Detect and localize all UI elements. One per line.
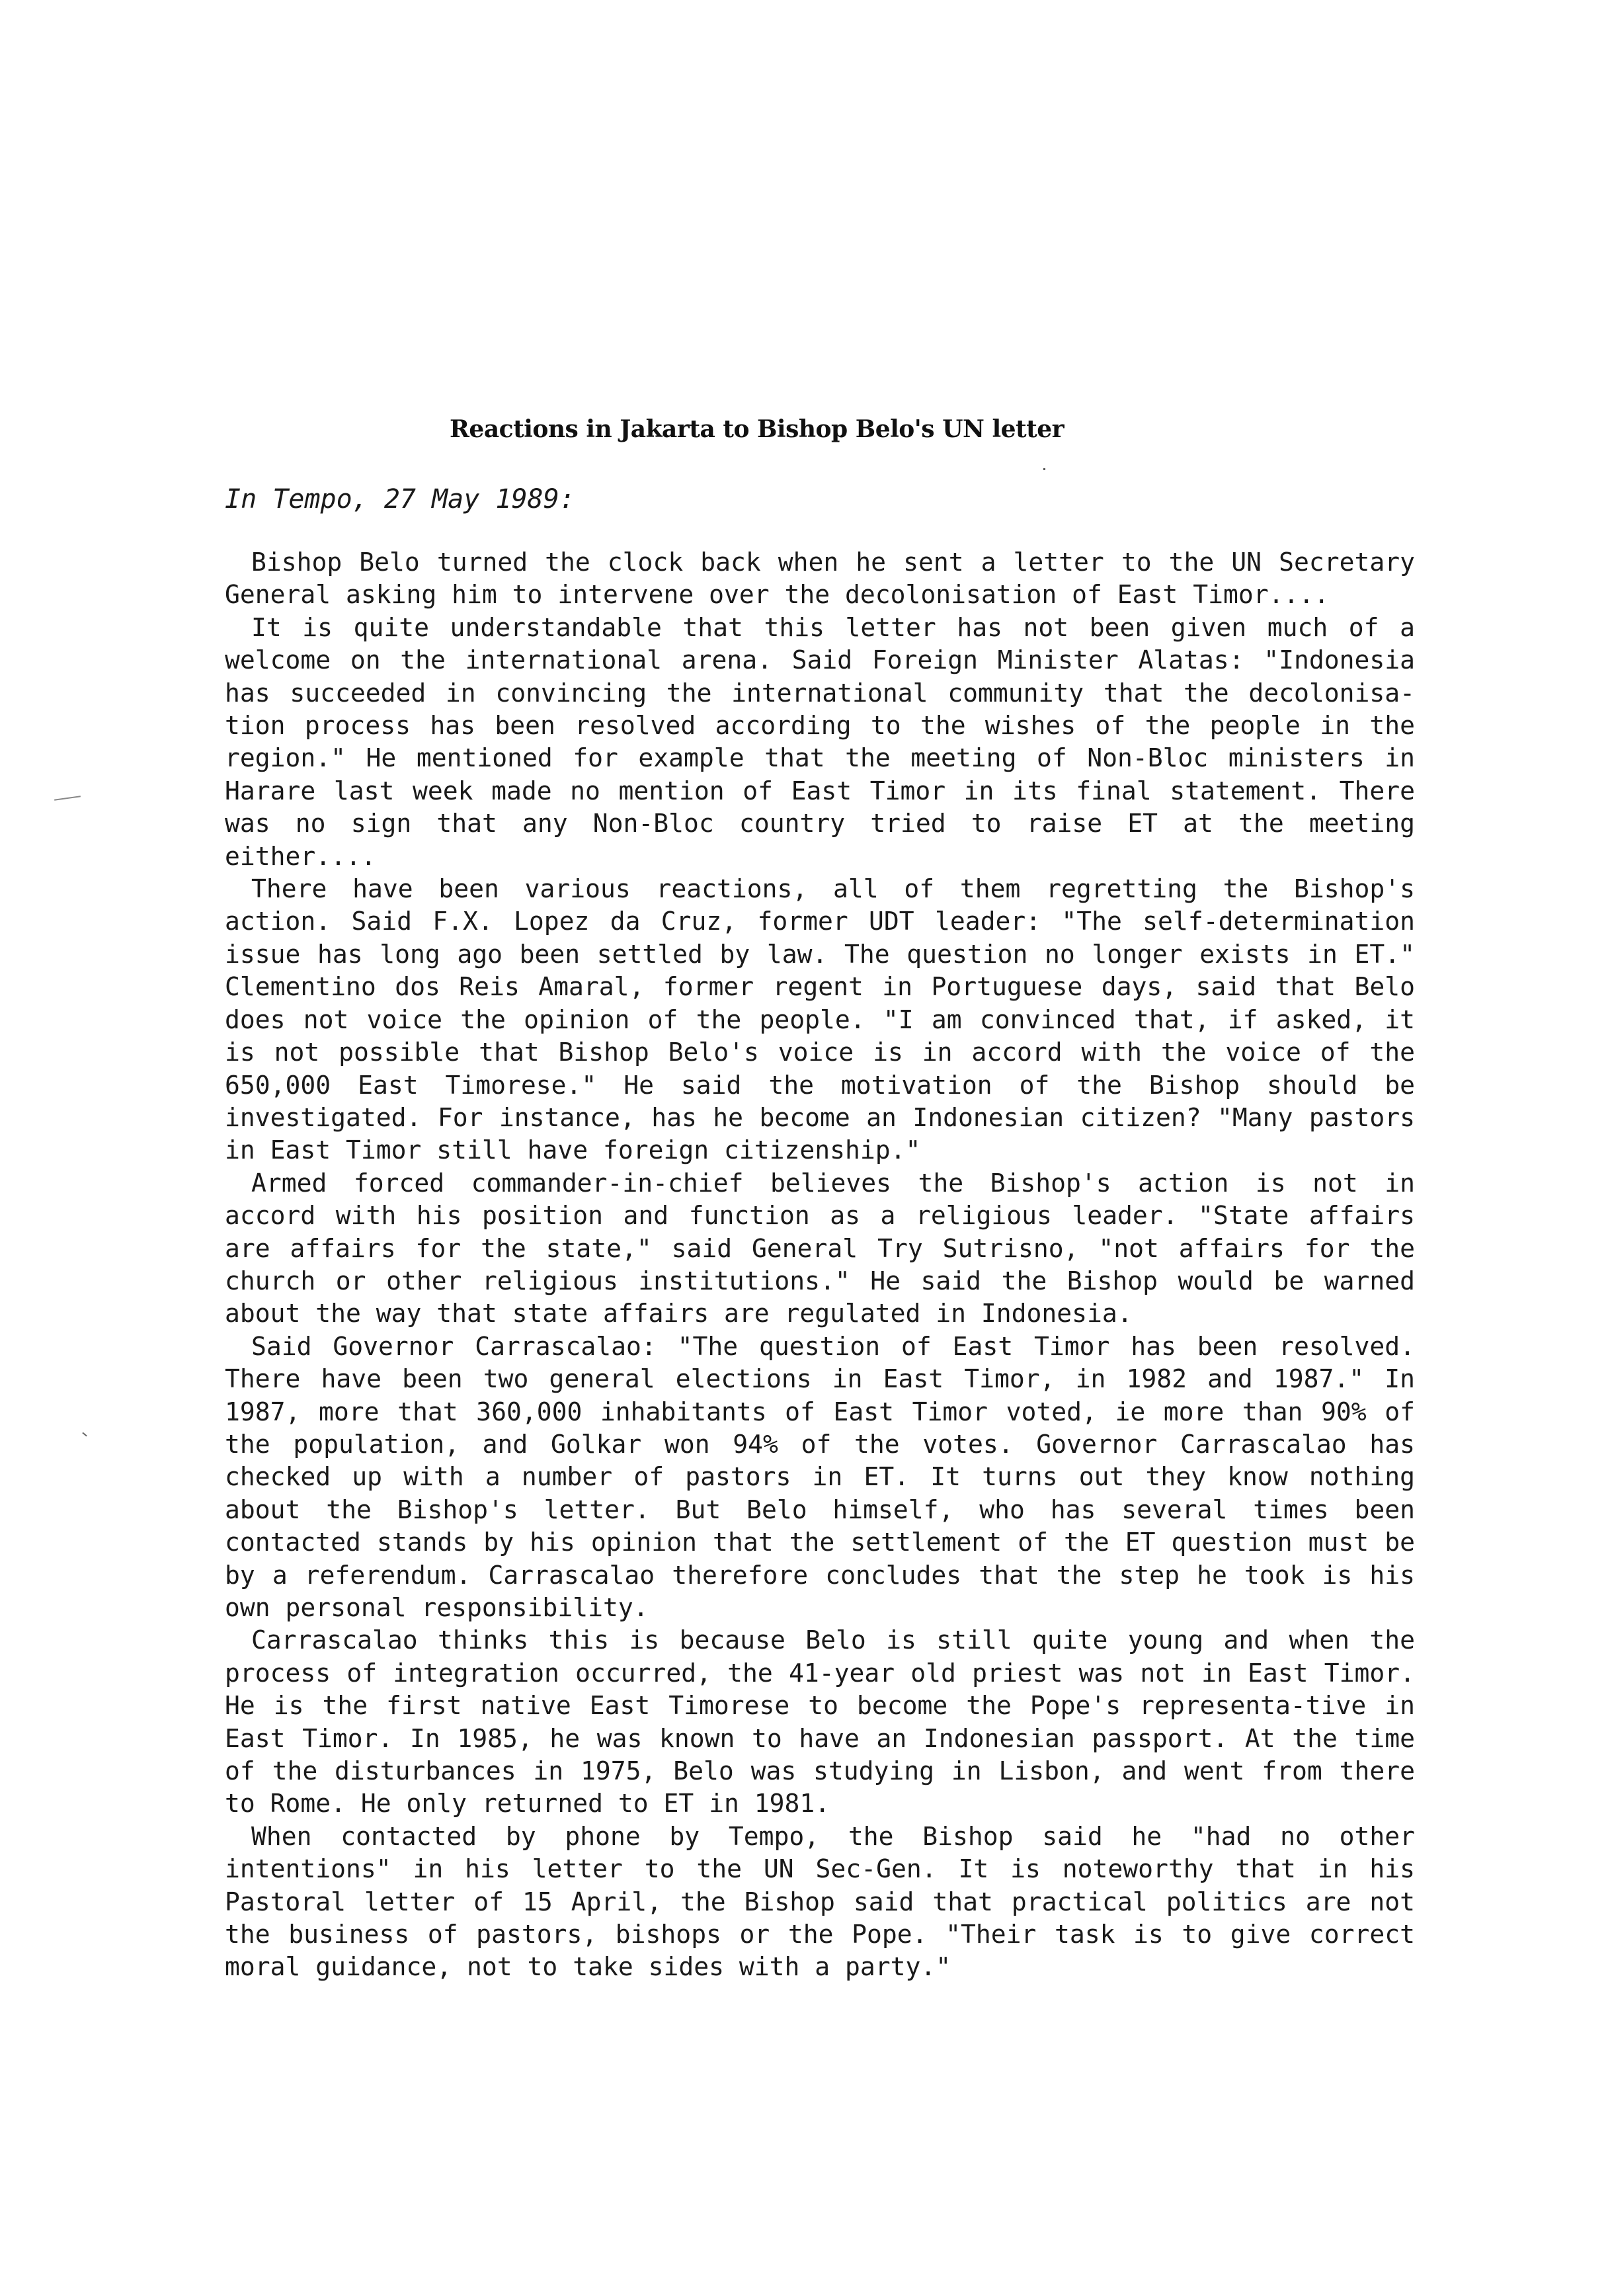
source-line: In Tempo, 27 May 1989: [225,484,575,514]
scan-mark [1043,468,1045,470]
paragraph-7: When contacted by phone by Tempo, the Bishop said he "had no other intentions" in his letter to the UN Sec-Gen. It is noteworthy that in his Pastoral letter of 15 April, the Bishop said that practical politics are not the business of pastors, bishops or the Pope. "Their task is to give correct moral guidance, not to take sides with a party." [225,1821,1415,1982]
article-body [225,546,1415,1984]
paragraph-3: There have been various reactions, all of them regretting the Bishop's action. Said F.X. Lopez da Cruz, former UDT leader: "The self-determination issue has long ago been settled by law. The question no longer exists in ET." Clementino dos Reis Amaral, former regent in Portuguese days, said that Belo does not voice the opinion of the people. "I am convinced that, if asked, it is not possible that Bishop Belo's voice is in accord with the voice of the 650,000 East Timorese." He said the motivation of the Bishop should be investigated. For instance, has he become an Indonesian citizen? "Many pastors in East Timor still have foreign citizenship." [225,874,1415,1165]
paragraph-2: It is quite understandable that this letter has not been given much of a welcome on the international arena. Said Foreign Minister Alatas: "Indonesia has succeeded in convincing the international community that the decolonisa-tion process has been resolved according to the wishes of the people in the region." He mentioned for example that the meeting of Non-Bloc ministers in Harare last week made no mention of East Timor in its final statement. There was no sign that any Non-Bloc country tried to raise ET at the meeting either.... [225,612,1415,871]
paragraph-4: Armed forced commander-in-chief believes the Bishop's action is not in accord with his position and function as a religious leader. "State affairs are affairs for the state," said General Try Sutrisno, "not affairs for the church or other religious institutions." He said the Bishop would be warned about the way that state affairs are regulated in Indonesia. [225,1168,1415,1329]
paragraph-6: Carrascalao thinks this is because Belo is still quite young and when the process of integration occurred, the 41-year old priest was not in East Timor. He is the first native East Timorese to become the Pope's representa-tive in East Timor. In 1985, he was known to have an Indonesian passport. At the time of the disturbances in 1975, Belo was studying in Lisbon, and went from there to Rome. He only returned to ET in 1981. [225,1625,1415,1819]
scan-mark [54,796,81,801]
paragraph-1: Bishop Belo turned the clock back when he sent a letter to the UN Secretary General asking him to intervene over the decolonisation of East Timor.... [225,548,1415,610]
scan-mark [82,1432,87,1437]
paragraph-5: Said Governor Carrascalao: "The question of East Timor has been resolved. There have been two general elections in East Timor, in 1982 and 1987." In 1987, more that 360,000 inhabitants of East Timor voted, ie more than 90% of the population, and Golkar won 94% of the votes. Governor Carrascalao has checked up with a number of pastors in ET. It turns out they know nothing about the Bishop's letter. But Belo himself, who has several times been contacted stands by his opinion that the settlement of the ET question must be by a referendum. Carrascalao therefore concludes that the step he took is his own personal responsibility. [225,1331,1415,1622]
article-title: Reactions in Jakarta to Bishop Belo's UN letter [450,415,1065,443]
